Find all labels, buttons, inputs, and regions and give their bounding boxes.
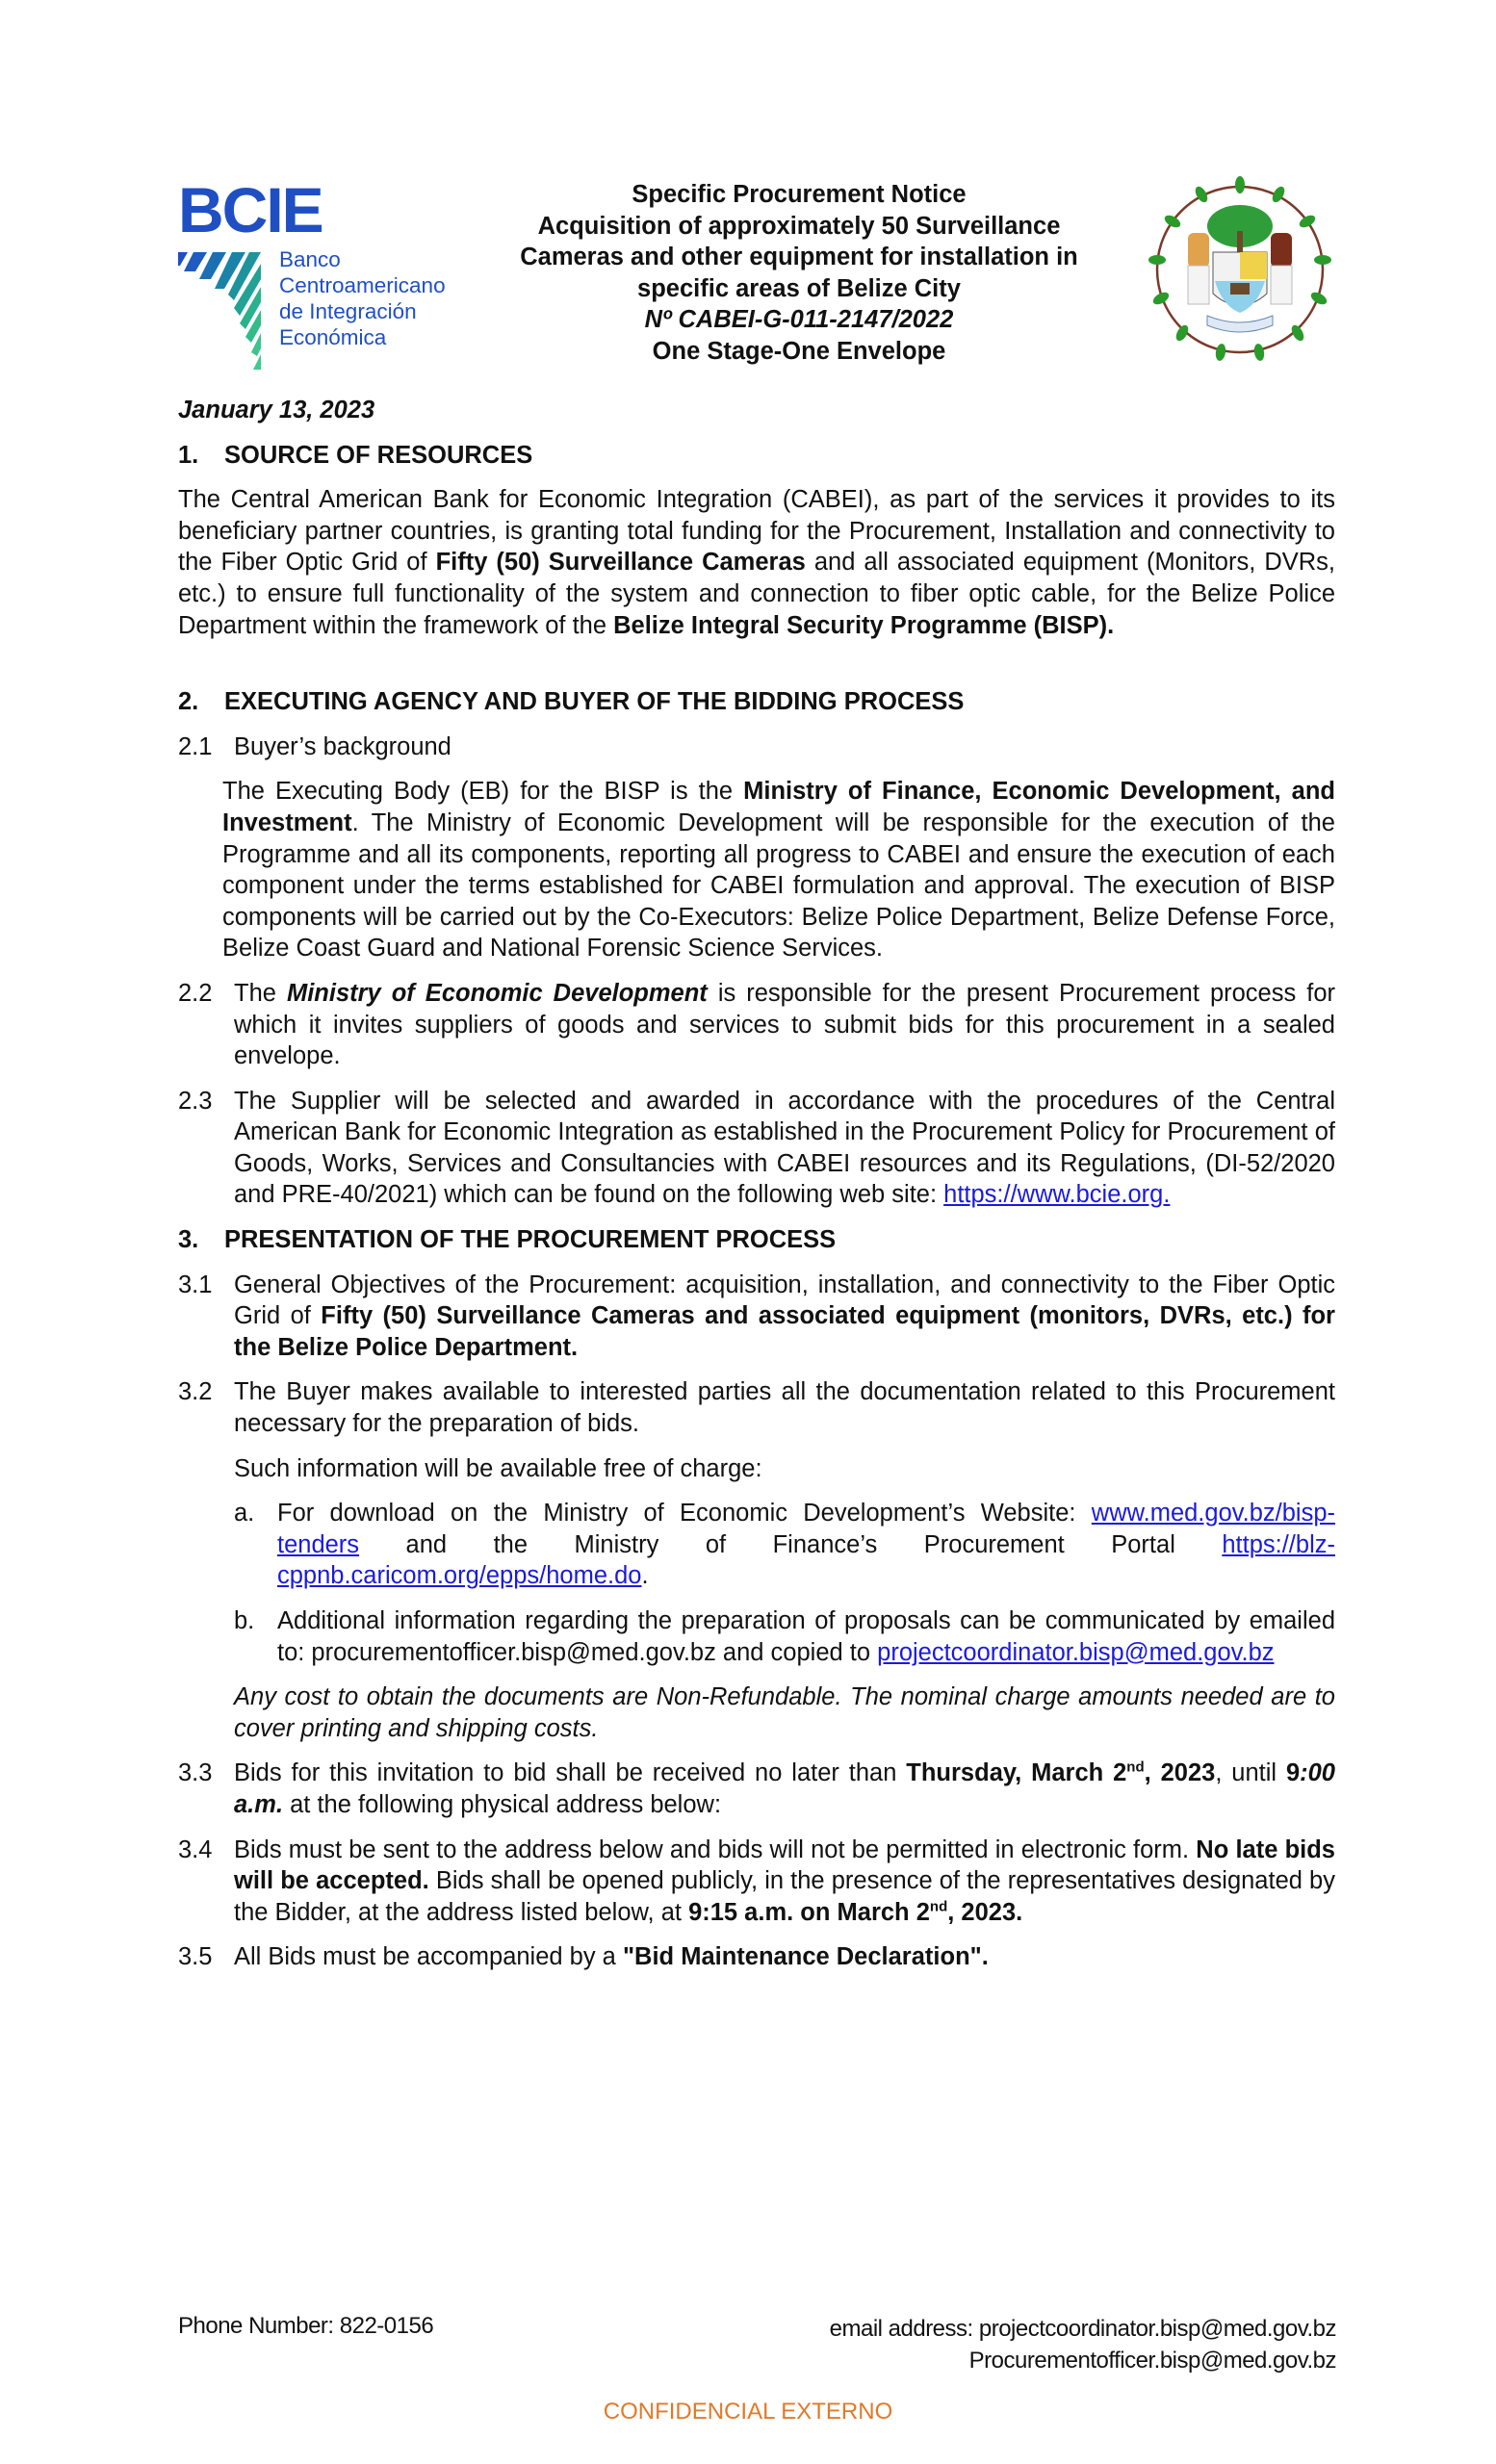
- bcie-full-name: Banco Centroamericano de Integración Económica: [279, 247, 446, 349]
- free-of-charge-note: Such information will be available free of charge:: [234, 1454, 762, 1482]
- section-3-3: 3.3 Bids for this invitation to bid shall be received no later than Thursday, March 2nd, 2023, until 9:00 a.m. at the following physical address below:: [178, 1758, 1335, 1818]
- section-2-2: 2.2 The Ministry of Economic Development is responsible for the present Procurement process for which it invites suppliers of goods and services to submit bids for this procurement in a sealed envelope.: [178, 979, 1335, 1070]
- section-2-1-paragraph: The Executing Body (EB) for the BISP is the Ministry of Finance, Economic Development, and Investment. The Ministry of Economic Development will be responsible for the execution of the Programme and all its components, reporting all progress to CABEI and ensure the execution of each component under the terms established for CABEI formulation and approval. The execution of BISP components will be carried out by the Co-Executors: Belize Police Department, Belize Defense Force, Belize Coast Guard and National Forensic Science Services.: [222, 778, 1335, 962]
- section-3-5: 3.5 All Bids must be accompanied by a "Bid Maintenance Declaration".: [178, 1943, 989, 1971]
- belize-coat-of-arms-icon: [1144, 173, 1336, 366]
- item-b-contact: b. Additional information regarding the preparation of proposals can be communicated by emailed to: procurementofficer.bisp@med.gov.bz and copied to projectcoordinator.bisp@med.gov.bz: [234, 1607, 1335, 1666]
- cost-note: Any cost to obtain the documents are Non-Refundable. The nominal charge amounts needed are to cover printing and shipping costs.: [234, 1683, 1335, 1742]
- project-coordinator-email-link[interactable]: projectcoordinator.bisp@med.gov.bz: [877, 1638, 1275, 1666]
- footer-phone: Phone Number: 822-0156: [178, 2313, 434, 2339]
- section-1-paragraph: The Central American Bank for Economic Integration (CABEI), as part of the services it provides to its beneficiary partner countries, is granting total funding for the Procurement, Installation and connectivity to the Fiber Optic Grid of Fifty (50) Surveillance Cameras and all associated equipment (Monitors, DVRs, etc.) to ensure full functionality of the system and connection to fiber optic cable, for the Belize Police Department within the framework of the Belize Integral Security Programme (BISP).: [178, 486, 1335, 639]
- section-3-4: 3.4 Bids must be sent to the address below and bids will not be permitted in electronic form. No late bids will be accepted. Bids shall be opened publicly, in the presence of the representatives designated by the Bidder, at the address listed below, at 9:15 a.m. on March 2nd, 2023.: [178, 1835, 1335, 1926]
- footer-emails: email address: projectcoordinator.bisp@med.gov.bz Procurementofficer.bisp@med.gov.bz: [829, 2316, 1336, 2374]
- section-3-2: 3.2 The Buyer makes available to interested parties all the documentation related to this Procurement necessary for the preparation of bids.: [178, 1378, 1335, 1438]
- bcie-logo: [178, 174, 457, 372]
- notice-date: January 13, 2023: [178, 397, 375, 424]
- item-a-download: a. For download on the Ministry of Economic Development’s Website: www.med.gov.bz/bisp-tenders and the Ministry of Finance’s Procurement Portal https://blz-cppnb.caricom.org/epps/home.do.: [234, 1500, 1335, 1590]
- bcie-stripes-icon: [178, 252, 274, 372]
- classification-label: CONFIDENCIAL EXTERNO: [603, 2399, 893, 2425]
- section-2-3: 2.3 The Supplier will be selected and awarded in accordance with the procedures of the Central American Bank for Economic Integration as established in the Procurement Policy for Procurement of Goods, Works, Services and Consultancies with CABEI resources and its Regulations, (DI-52/2020 and PRE-40/2021) which can be found on the following web site: https://www.bcie.org.: [178, 1087, 1335, 1209]
- section-3-1: 3.1 General Objectives of the Procurement: acquisition, installation, and connectivity to the Fiber Optic Grid of Fifty (50) Surveillance Cameras and associated equipment (monitors, DVRs, etc.) for the Belize Police Department.: [178, 1270, 1335, 1361]
- document-body: [178, 395, 1335, 1987]
- section-3-heading: 3. PRESENTATION OF THE PROCUREMENT PROCESS: [178, 1226, 837, 1254]
- section-2-heading: 2. EXECUTING AGENCY AND BUYER OF THE BIDDING PROCESS: [178, 688, 965, 716]
- reference-number: Nº CABEI-G-011-2147/2022: [644, 306, 954, 333]
- med-tenders-link[interactable]: www.med.gov.bz/bisp-tenders: [277, 1500, 1335, 1558]
- notice-title: Specific Procurement Notice Acquisition of approximately 50 Surveillance Cameras and other equipment for installation in specific areas of Belize City Nº CABEI-G-011-2147/2022 One Stage-One Envelope: [472, 179, 1126, 367]
- bcie-website-link[interactable]: https://www.bcie.org.: [943, 1181, 1171, 1209]
- procurement-portal-link[interactable]: https://blz-cppnb.caricom.org/epps/home.do: [277, 1530, 1335, 1590]
- bcie-acronym: BCIE: [178, 174, 322, 245]
- section-2-1-heading: 2.1 Buyer’s background: [178, 732, 451, 760]
- section-1-heading: 1. SOURCE OF RESOURCES: [178, 441, 533, 469]
